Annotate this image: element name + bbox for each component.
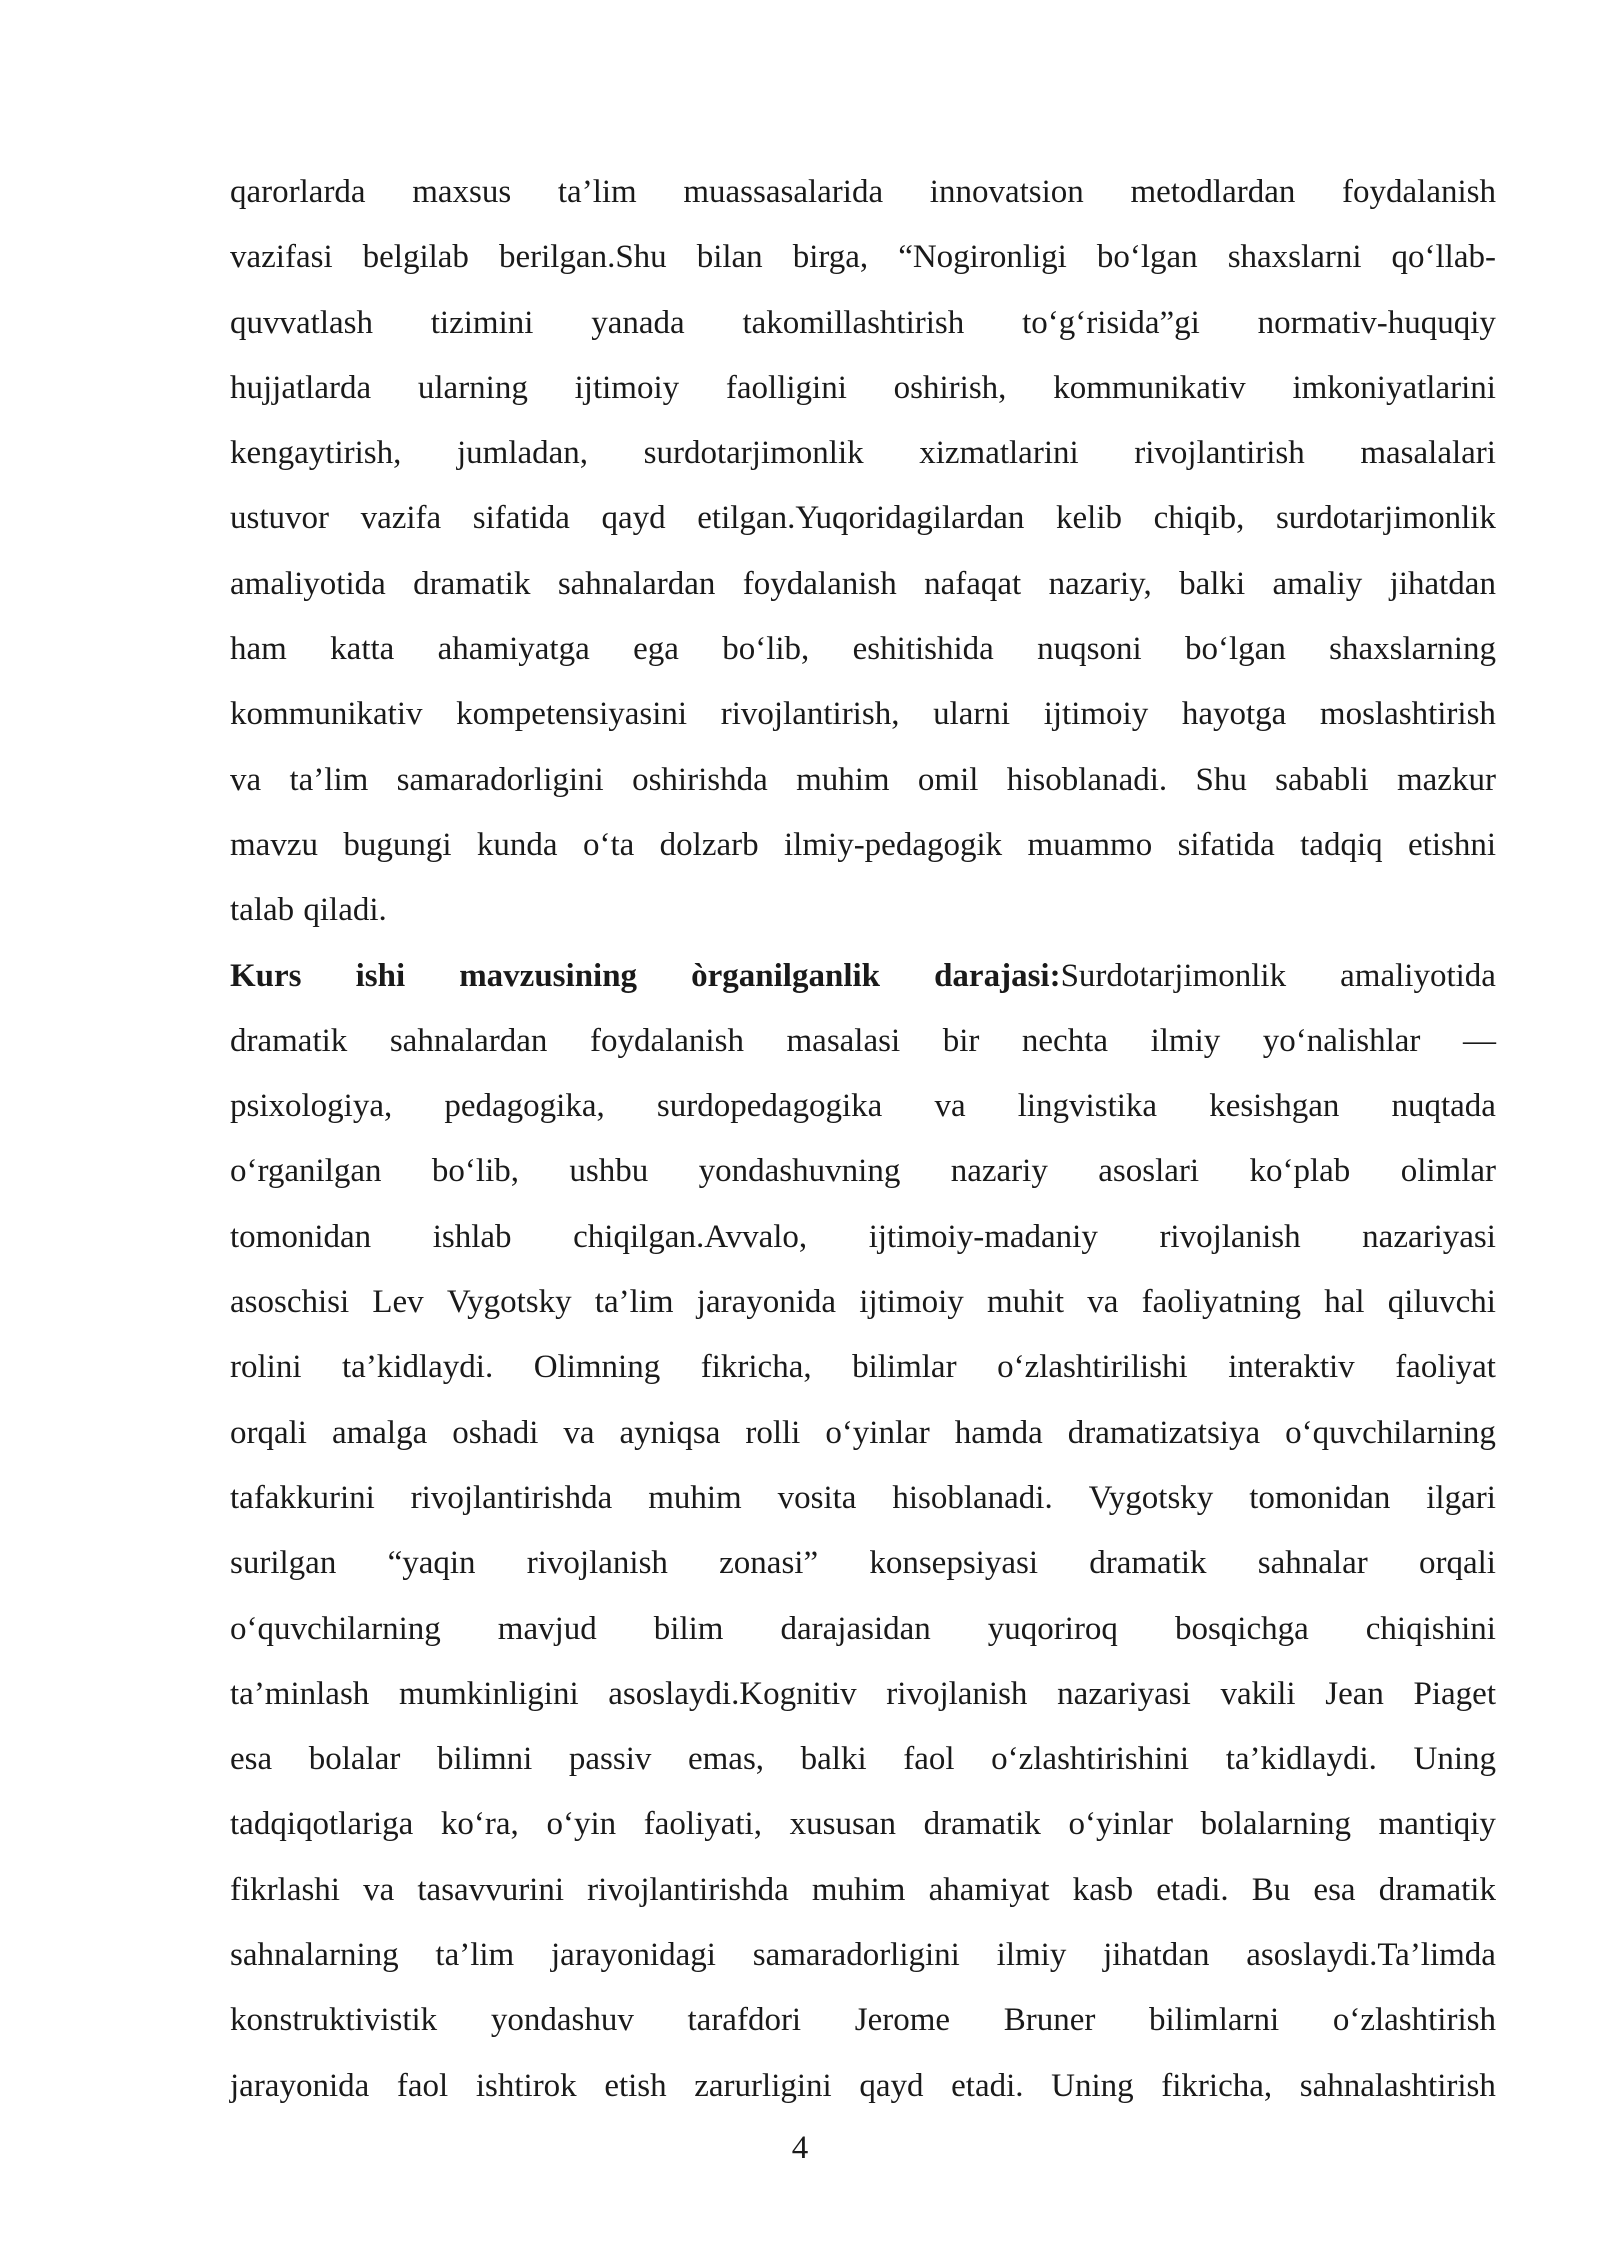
section-heading-line: Kurs ishi mavzusining òrganilganlik darajasi:Surdotarjimonlik amaliyotida [230,944,1496,1009]
text-line: mavzu bugungi kunda o‘ta dolzarb ilmiy-pedagogik muammo sifatida tadqiq etishni [230,826,1496,863]
text-line: dramatik sahnalardan foydalanish masalasi bir nechta ilmiy yo‘nalishlar — [230,1022,1496,1059]
text-line: fikrlashi va tasavvurini rivojlantirishda muhim ahamiyat kasb etadi. Bu esa dramatik [230,1871,1496,1908]
text-line: orqali amalga oshadi va ayniqsa rolli o‘yinlar hamda dramatizatsiya o‘quvchilarning [230,1414,1496,1451]
text-line: psixologiya, pedagogika, surdopedagogika va lingvistika kesishgan nuqtada [230,1088,1496,1125]
body-text [230,160,1496,2119]
text-line: amaliyotida dramatik sahnalardan foydalanish nafaqat nazariy, balki amaliy jihatdan [230,565,1496,602]
text-line: kommunikativ kompetensiyasini rivojlantirish, ularni ijtimoiy hayotga moslashtirish [230,696,1496,733]
section-heading: Kurs [230,957,302,994]
text-line: konstruktivistik yondashuv tarafdori Jerome Bruner bilimlarni o‘zlashtirish [230,2002,1496,2039]
section-heading: òrganilganlik [691,957,881,994]
text-line: sahnalarning ta’lim jarayonidagi samaradorligini ilmiy jihatdan asoslaydi.Ta’limda [230,1937,1496,1974]
page-number: 4 [791,2130,809,2166]
section-heading: darajasi:Surdotarjimonlik [934,957,1287,994]
text-line: ustuvor vazifa sifatida qayd etilgan.Yuqoridagilardan kelib chiqib, surdotarjimonlik [230,500,1496,537]
text-line: talab qiladi. [230,892,387,929]
section-heading: ishi [355,957,406,994]
text-line: hujjatlarda ularning ijtimoiy faolligini oshirish, kommunikativ imkoniyatlarini [230,369,1496,406]
text-line: tafakkurini rivojlantirishda muhim vosita hisoblanadi. Vygotsky tomonidan ilgari [230,1479,1496,1516]
text-line: o‘quvchilarning mavjud bilim darajasidan yuqoriroq bosqichga chiqishini [230,1610,1496,1647]
text-line: o‘rganilgan bo‘lib, ushbu yondashuvning nazariy asoslari ko‘plab olimlar [230,1153,1496,1190]
text-line: tadqiqotlariga ko‘ra, o‘yin faoliyati, xususan dramatik o‘yinlar bolalarning mantiqiy [230,1806,1496,1843]
text-line: ta’minlash mumkinligini asoslaydi.Kognitiv rivojlanish nazariyasi vakili Jean Piaget [230,1675,1496,1712]
text-line: rolini ta’kidlaydi. Olimning fikricha, bilimlar o‘zlashtirilishi interaktiv faoliyat [230,1349,1496,1386]
text-line: tomonidan ishlab chiqilgan.Avvalo, ijtimoiy-madaniy rivojlanish nazariyasi [230,1218,1496,1255]
text-line: vazifasi belgilab berilgan.Shu bilan birga, “Nogironligi bo‘lgan shaxslarni qo‘llab- [230,239,1496,276]
text-line: va ta’lim samaradorligini oshirishda muhim omil hisoblanadi. Shu sababli mazkur [230,761,1496,798]
section-heading: mavzusining [459,957,638,994]
text-line: ham katta ahamiyatga ega bo‘lib, eshitishida nuqsoni bo‘lgan shaxslarning [230,631,1496,668]
text-line: esa bolalar bilimni passiv emas, balki faol o‘zlashtirishini ta’kidlaydi. Uning [230,1741,1496,1778]
text-line: asoschisi Lev Vygotsky ta’lim jarayonida ijtimoiy muhit va faoliyatning hal qiluvchi [230,1284,1496,1321]
text-line: jarayonida faol ishtirok etish zarurligini qayd etadi. Uning fikricha, sahnalashtirish [230,2067,1496,2104]
text-line: quvvatlash tizimini yanada takomillashtirish to‘g‘risida”gi normativ-huquqiy [230,304,1496,341]
text-line: surilgan “yaqin rivojlanish zonasi” konsepsiyasi dramatik sahnalar orqali [230,1545,1496,1582]
text-line: kengaytirish, jumladan, surdotarjimonlik xizmatlarini rivojlantirish masalalari [230,435,1496,472]
text-line: qarorlarda maxsus ta’lim muassasalarida innovatsion metodlardan foydalanish [230,174,1496,210]
